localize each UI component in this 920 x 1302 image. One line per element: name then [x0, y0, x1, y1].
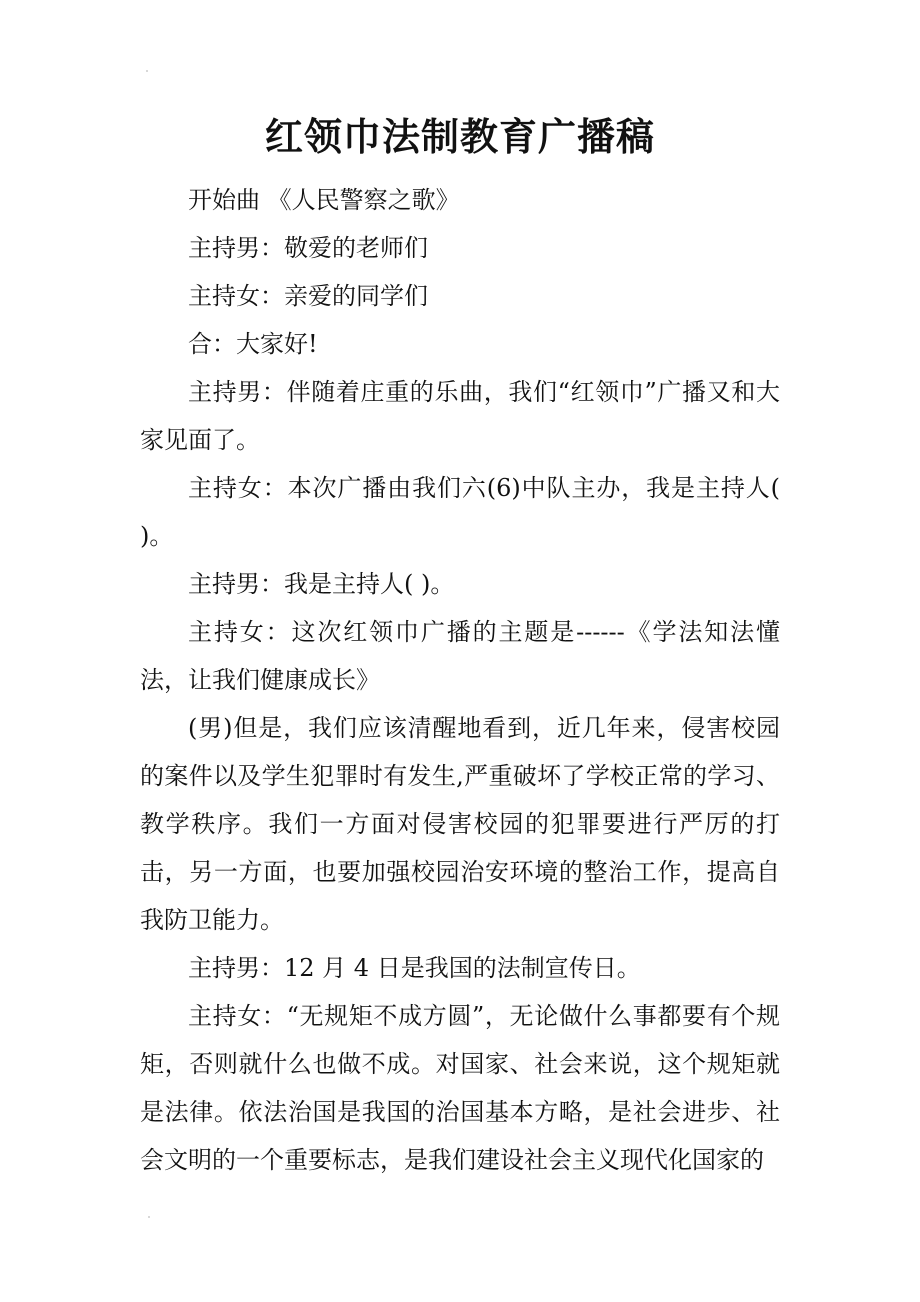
scan-speck: [146, 70, 148, 72]
paragraph-female-host-greeting: 主持女：亲爱的同学们: [188, 282, 428, 310]
scan-speck: [148, 1216, 150, 1218]
document-body: [140, 176, 780, 1184]
document-title: 红领巾法制教育广播稿: [264, 114, 655, 159]
paragraph-opening-song: 开始曲 《人民警察之歌》: [188, 186, 460, 214]
paragraph-male-host-name: 主持男：我是主持人( )。: [188, 570, 455, 598]
paragraph-male-host-intro: 主持男：伴随着庄重的乐曲，我们“红领巾”广播又和大家见面了。: [140, 378, 780, 454]
paragraph-female-host-intro: 主持女：本次广播由我们六(6)中队主办，我是主持人( )。: [140, 474, 780, 550]
paragraph-together: 合：大家好!: [188, 330, 318, 358]
paragraph-legal-day: 主持男：12 月 4 日是我国的法制宣传日。: [188, 954, 641, 982]
paragraph-theme: 主持女：这次红领巾广播的主题是------《学法知法懂法，让我们健康成长》: [140, 618, 780, 694]
paragraph-male-host-greeting: 主持男：敬爱的老师们: [188, 234, 428, 262]
paragraph-rule-of-law: 主持女：“无规矩不成方圆”，无论做什么事都要有个规矩，否则就什么也做不成。对国家、社会来说，这个规矩就是法律。依法治国是我国的治国基本方略，是社会进步、社会文明的一个重要标志，是我们建设社会主义现代化国家的: [140, 1002, 780, 1174]
paragraph-campus-safety: (男)但是，我们应该清醒地看到，近几年来，侵害校园的案件以及学生犯罪时有发生,严重破坏了学校正常的学习、教学秩序。我们一方面对侵害校园的犯罪要进行严厉的打击，另一方面，也要加强校园治安环境的整治工作，提高自我防卫能力。: [140, 714, 780, 934]
